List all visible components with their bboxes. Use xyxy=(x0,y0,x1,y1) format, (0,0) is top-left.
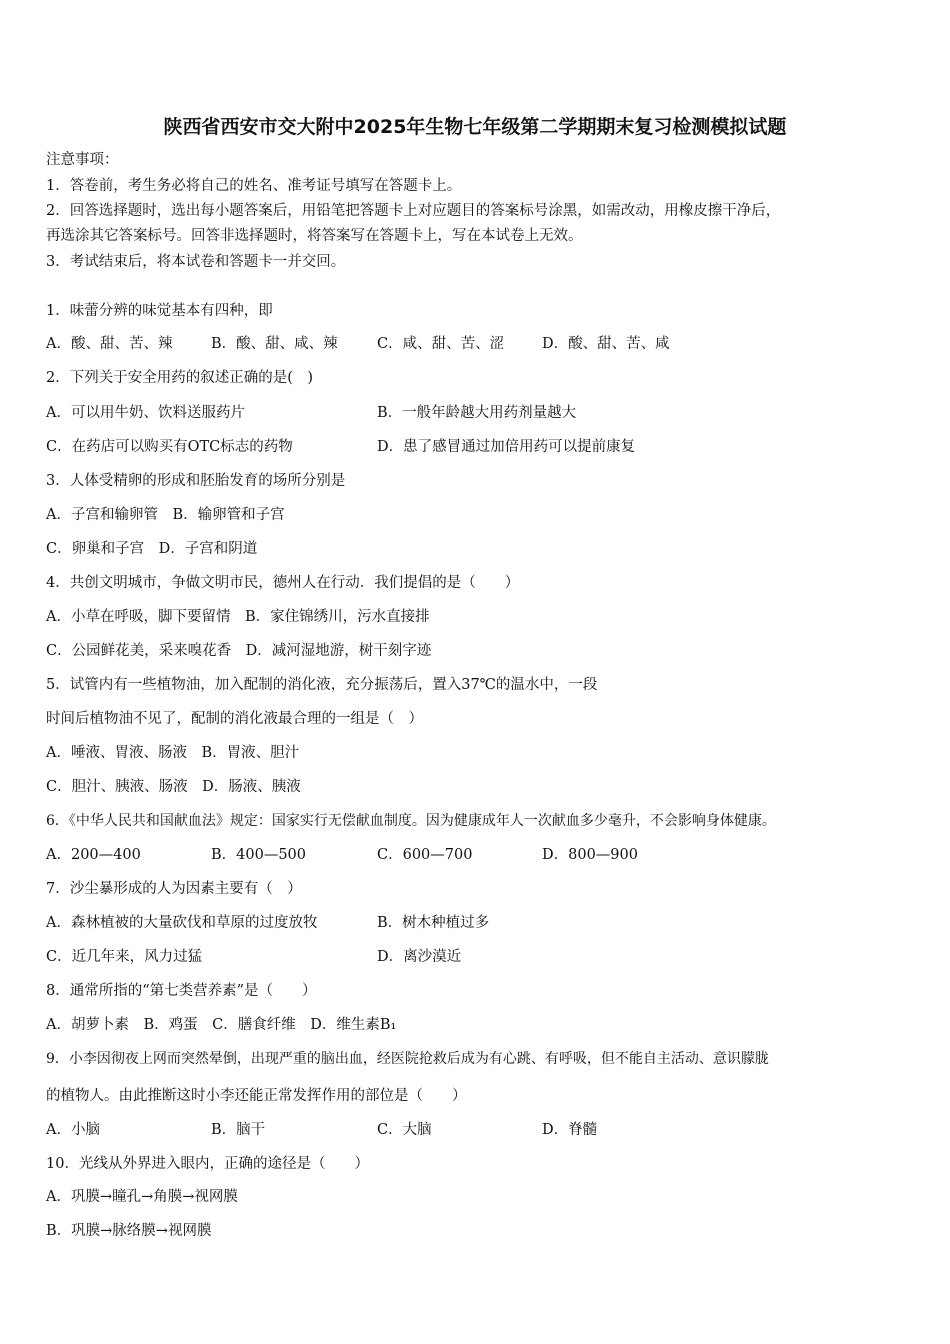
question-4-options-cd: C．公园鲜花美，采来嗅花香 D．减河湿地游，树干刻字迹 xyxy=(46,643,432,659)
question-10-option-a: A．巩膜→瞳孔→角膜→视网膜 xyxy=(46,1189,238,1205)
question-7-option-b: B．树木种植过多 xyxy=(377,915,490,931)
question-1-stem: 1．味蕾分辨的味觉基本有四种，即 xyxy=(46,303,273,319)
question-6-stem: 6．《中华人民共和国献血法》规定：国家实行无偿献血制度。因为健康成年人一次献血多少毫升，不会影响身体健康。 xyxy=(46,813,776,829)
question-6-option-d: D．800—900 xyxy=(542,847,638,863)
question-9-option-b: B．脑干 xyxy=(211,1122,266,1138)
notice-item-2b: 再选涂其它答案标号。回答非选择题时，将答案写在答题卡上，写在本试卷上无效。 xyxy=(46,228,583,244)
question-8-stem: 8．通常所指的“第七类营养素”是（ ） xyxy=(46,983,317,999)
question-6-option-a: A．200—400 xyxy=(46,847,141,863)
question-5-stem: 5．试管内有一些植物油，加入配制的消化液，充分振荡后，置入37℃的温水中，一段 xyxy=(46,677,598,693)
question-2-option-b: B．一般年龄越大用药剂量越大 xyxy=(377,405,577,421)
question-10-stem: 10．光线从外界进入眼内，正确的途径是（ ） xyxy=(46,1156,369,1172)
question-5-options-cd: C．胆汁、胰液、肠液 D．肠液、胰液 xyxy=(46,779,301,795)
notice-heading: 注意事项： xyxy=(46,152,119,168)
question-9-stem-continued: 的植物人。由此推断这时小李还能正常发挥作用的部位是（ ） xyxy=(46,1088,467,1104)
question-7-stem: 7．沙尘暴形成的人为因素主要有（ ） xyxy=(46,881,302,897)
question-6-option-b: B．400—500 xyxy=(211,847,307,863)
question-5-stem-continued: 时间后植物油不见了，配制的消化液最合理的一组是（ ） xyxy=(46,711,423,727)
question-7-option-c: C．近几年来，风力过猛 xyxy=(46,949,203,965)
question-5-options-ab: A．唾液、胃液、肠液 B．胃液、胆汁 xyxy=(46,745,300,761)
question-1-option-b: B．酸、甜、咸、辣 xyxy=(211,336,338,352)
question-9-option-c: C．大脑 xyxy=(377,1122,432,1138)
notice-item-3: 3．考试结束后，将本试卷和答题卡一并交回。 xyxy=(46,254,346,270)
notice-item-1: 1．答卷前，考生务必将自己的姓名、准考证号填写在答题卡上。 xyxy=(46,178,462,194)
question-3-options-ab: A．子宫和输卵管 B．输卵管和子宫 xyxy=(46,507,285,523)
question-2-option-d: D．患了感冒通过加倍用药可以提前康复 xyxy=(377,439,636,455)
question-4-stem: 4．共创文明城市，争做文明市民，德州人在行动．我们提倡的是（ ） xyxy=(46,575,520,591)
question-6-option-c: C．600—700 xyxy=(377,847,473,863)
question-2-option-a: A．可以用牛奶、饮料送服药片 xyxy=(46,405,245,421)
question-9-option-a: A．小脑 xyxy=(46,1122,100,1138)
question-1-option-c: C．咸、甜、苦、涩 xyxy=(377,336,505,352)
question-3-options-cd: C．卵巢和子宫 D．子宫和阴道 xyxy=(46,541,258,557)
question-2-stem: 2．下列关于安全用药的叙述正确的是( ) xyxy=(46,370,314,386)
question-10-option-b: B．巩膜→脉络膜→视网膜 xyxy=(46,1223,212,1239)
notice-item-2a: 2．回答选择题时，选出每小题答案后，用铅笔把答题卡上对应题目的答案标号涂黑，如需改动，用橡皮擦干净后， xyxy=(46,203,781,219)
question-1-option-a: A．酸、甜、苦、辣 xyxy=(46,336,173,352)
question-9-stem: 9．小李因彻夜上网而突然晕倒，出现严重的脑出血，经医院抢救后成为有心跳、有呼吸，但不能自主活动、意识朦胧 xyxy=(46,1051,769,1067)
question-2-option-c: C．在药店可以购买有OTC标志的药物 xyxy=(46,439,293,455)
question-3-stem: 3．人体受精卵的形成和胚胎发育的场所分别是 xyxy=(46,473,346,489)
question-8-options: A．胡萝卜素 B．鸡蛋 C．膳食纤维 D．维生素B₁ xyxy=(46,1017,397,1033)
question-4-options-ab: A．小草在呼吸，脚下要留情 B．家住锦绣川，污水直接排 xyxy=(46,609,430,625)
question-9-option-d: D．脊髓 xyxy=(542,1122,598,1138)
question-1-option-d: D．酸、甜、苦、咸 xyxy=(542,336,670,352)
question-7-option-d: D．离沙漠近 xyxy=(377,949,462,965)
question-7-option-a: A．森林植被的大量砍伐和草原的过度放牧 xyxy=(46,915,318,931)
page-title: 陕西省西安市交大附中2025年生物七年级第二学期期末复习检测模拟试题 xyxy=(163,116,787,138)
